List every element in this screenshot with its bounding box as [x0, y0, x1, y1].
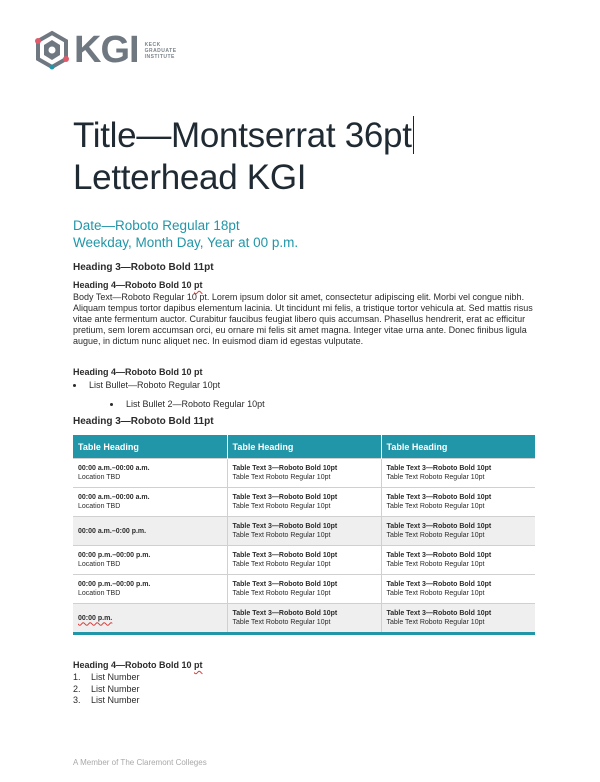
- logo-wordmark: KGI: [74, 29, 139, 71]
- list-bullet-item: List Bullet—Roboto Regular 10pt: [73, 380, 220, 390]
- list-bullet-2-item: List Bullet 2—Roboto Regular 10pt: [110, 399, 265, 409]
- heading-4-third: Heading 4—Roboto Bold 10 pt: [73, 660, 203, 670]
- table-cell: Table Text 3—Roboto Bold 10pt Table Text Roboto Regular 10pt: [381, 488, 535, 517]
- schedule-table: [73, 435, 535, 635]
- footer-text: A Member of The Claremont Colleges: [73, 758, 207, 767]
- table-cell: Table Text 3—Roboto Bold 10pt Table Text Roboto Regular 10pt: [227, 459, 381, 488]
- table-cell-time: 00:00 a.m.–00:00 a.m. Location TBD: [73, 459, 227, 488]
- text-cursor: [413, 116, 414, 154]
- bullet-icon: [110, 403, 113, 406]
- table-row: [73, 517, 535, 546]
- table-row: [73, 546, 535, 575]
- table-cell: Table Text 3—Roboto Bold 10pt Table Text Roboto Regular 10pt: [381, 546, 535, 575]
- table-cell: Table Text 3—Roboto Bold 10pt Table Text Roboto Regular 10pt: [227, 488, 381, 517]
- date-block: [73, 217, 298, 251]
- title-line-2: Letterhead KGI: [73, 158, 307, 197]
- spellcheck-mark: pt: [194, 660, 203, 670]
- kgi-logo: [32, 30, 185, 70]
- heading-3-first: Heading 3—Roboto Bold 11pt: [73, 262, 214, 273]
- spellcheck-mark: pt: [194, 280, 203, 290]
- heading-4-second: Heading 4—Roboto Bold 10 pt: [73, 367, 203, 377]
- table-cell: Table Text 3—Roboto Bold 10pt Table Text Roboto Regular 10pt: [381, 575, 535, 604]
- table-heading: Table Heading: [73, 435, 227, 459]
- logo-subtitle: KECK GRADUATE INSTITUTE: [144, 42, 177, 60]
- list-item: 1. List Number: [73, 672, 140, 682]
- table-row: [73, 459, 535, 488]
- list-item: 3. List Number: [73, 695, 140, 705]
- numbered-list: [73, 672, 140, 707]
- date-label: Date—Roboto Regular 18pt: [73, 218, 240, 233]
- title-line-1: Title—Montserrat 36pt: [73, 116, 412, 155]
- document-title[interactable]: [73, 115, 414, 199]
- bullet-icon: [73, 384, 76, 387]
- table-cell: Table Text 3—Roboto Bold 10pt Table Text Roboto Regular 10pt: [381, 604, 535, 634]
- table-cell: Table Text 3—Roboto Bold 10pt Table Text Roboto Regular 10pt: [227, 546, 381, 575]
- list-item: 2. List Number: [73, 683, 140, 694]
- date-value: Weekday, Month Day, Year at 00 p.m.: [73, 235, 299, 250]
- table-cell: Table Text 3—Roboto Bold 10pt Table Text Roboto Regular 10pt: [381, 517, 535, 546]
- table-heading: Table Heading: [227, 435, 381, 459]
- table-cell: Table Text 3—Roboto Bold 10pt Table Text Roboto Regular 10pt: [227, 517, 381, 546]
- table-cell-time: 00:00 p.m.–00:00 p.m. Location TBD: [73, 546, 227, 575]
- table-row: [73, 488, 535, 517]
- table-cell-time: 00:00 a.m.–0:00 p.m.: [73, 517, 227, 546]
- table-header-row: [73, 435, 535, 459]
- body-paragraph: Body Text—Roboto Regular 10 pt. Lorem ipsum dolor sit amet, consectetur adipiscing elit. Morbi vel congue nibh. Aliquam tempus tortor dapibus elementum lacinia. Ut tincidunt mi felis, a tristique tortor vehicula at. Sed mattis risus vitae ante fermentum auctor. Curabitur faucibus feugiat libero quis accumsan. Phasellus hendrerit, erat ac efficitur pretium, sem lorem accumsan orci, eu ornare mi felis sit amet magna. Integer vitae urna ante. Donec finibus ligula augue, in dictum nunc aliquet nec. In euismod diam id egestas vulputate.: [73, 292, 533, 346]
- table-row: [73, 604, 535, 634]
- table-cell-time: 00:00 p.m.: [73, 604, 227, 634]
- heading-4-first: Heading 4—Roboto Bold 10 pt: [73, 280, 203, 290]
- table-cell: Table Text 3—Roboto Bold 10pt Table Text Roboto Regular 10pt: [227, 575, 381, 604]
- table-cell: Table Text 3—Roboto Bold 10pt Table Text Roboto Regular 10pt: [227, 604, 381, 634]
- hexagon-molecule-icon: [32, 30, 72, 70]
- table-row: [73, 575, 535, 604]
- table-cell: Table Text 3—Roboto Bold 10pt Table Text Roboto Regular 10pt: [381, 459, 535, 488]
- heading-3-second: Heading 3—Roboto Bold 11pt: [73, 416, 214, 427]
- table-heading: Table Heading: [381, 435, 535, 459]
- table-cell-time: 00:00 a.m.–00:00 a.m. Location TBD: [73, 488, 227, 517]
- table-cell-time: 00:00 p.m.–00:00 p.m. Location TBD: [73, 575, 227, 604]
